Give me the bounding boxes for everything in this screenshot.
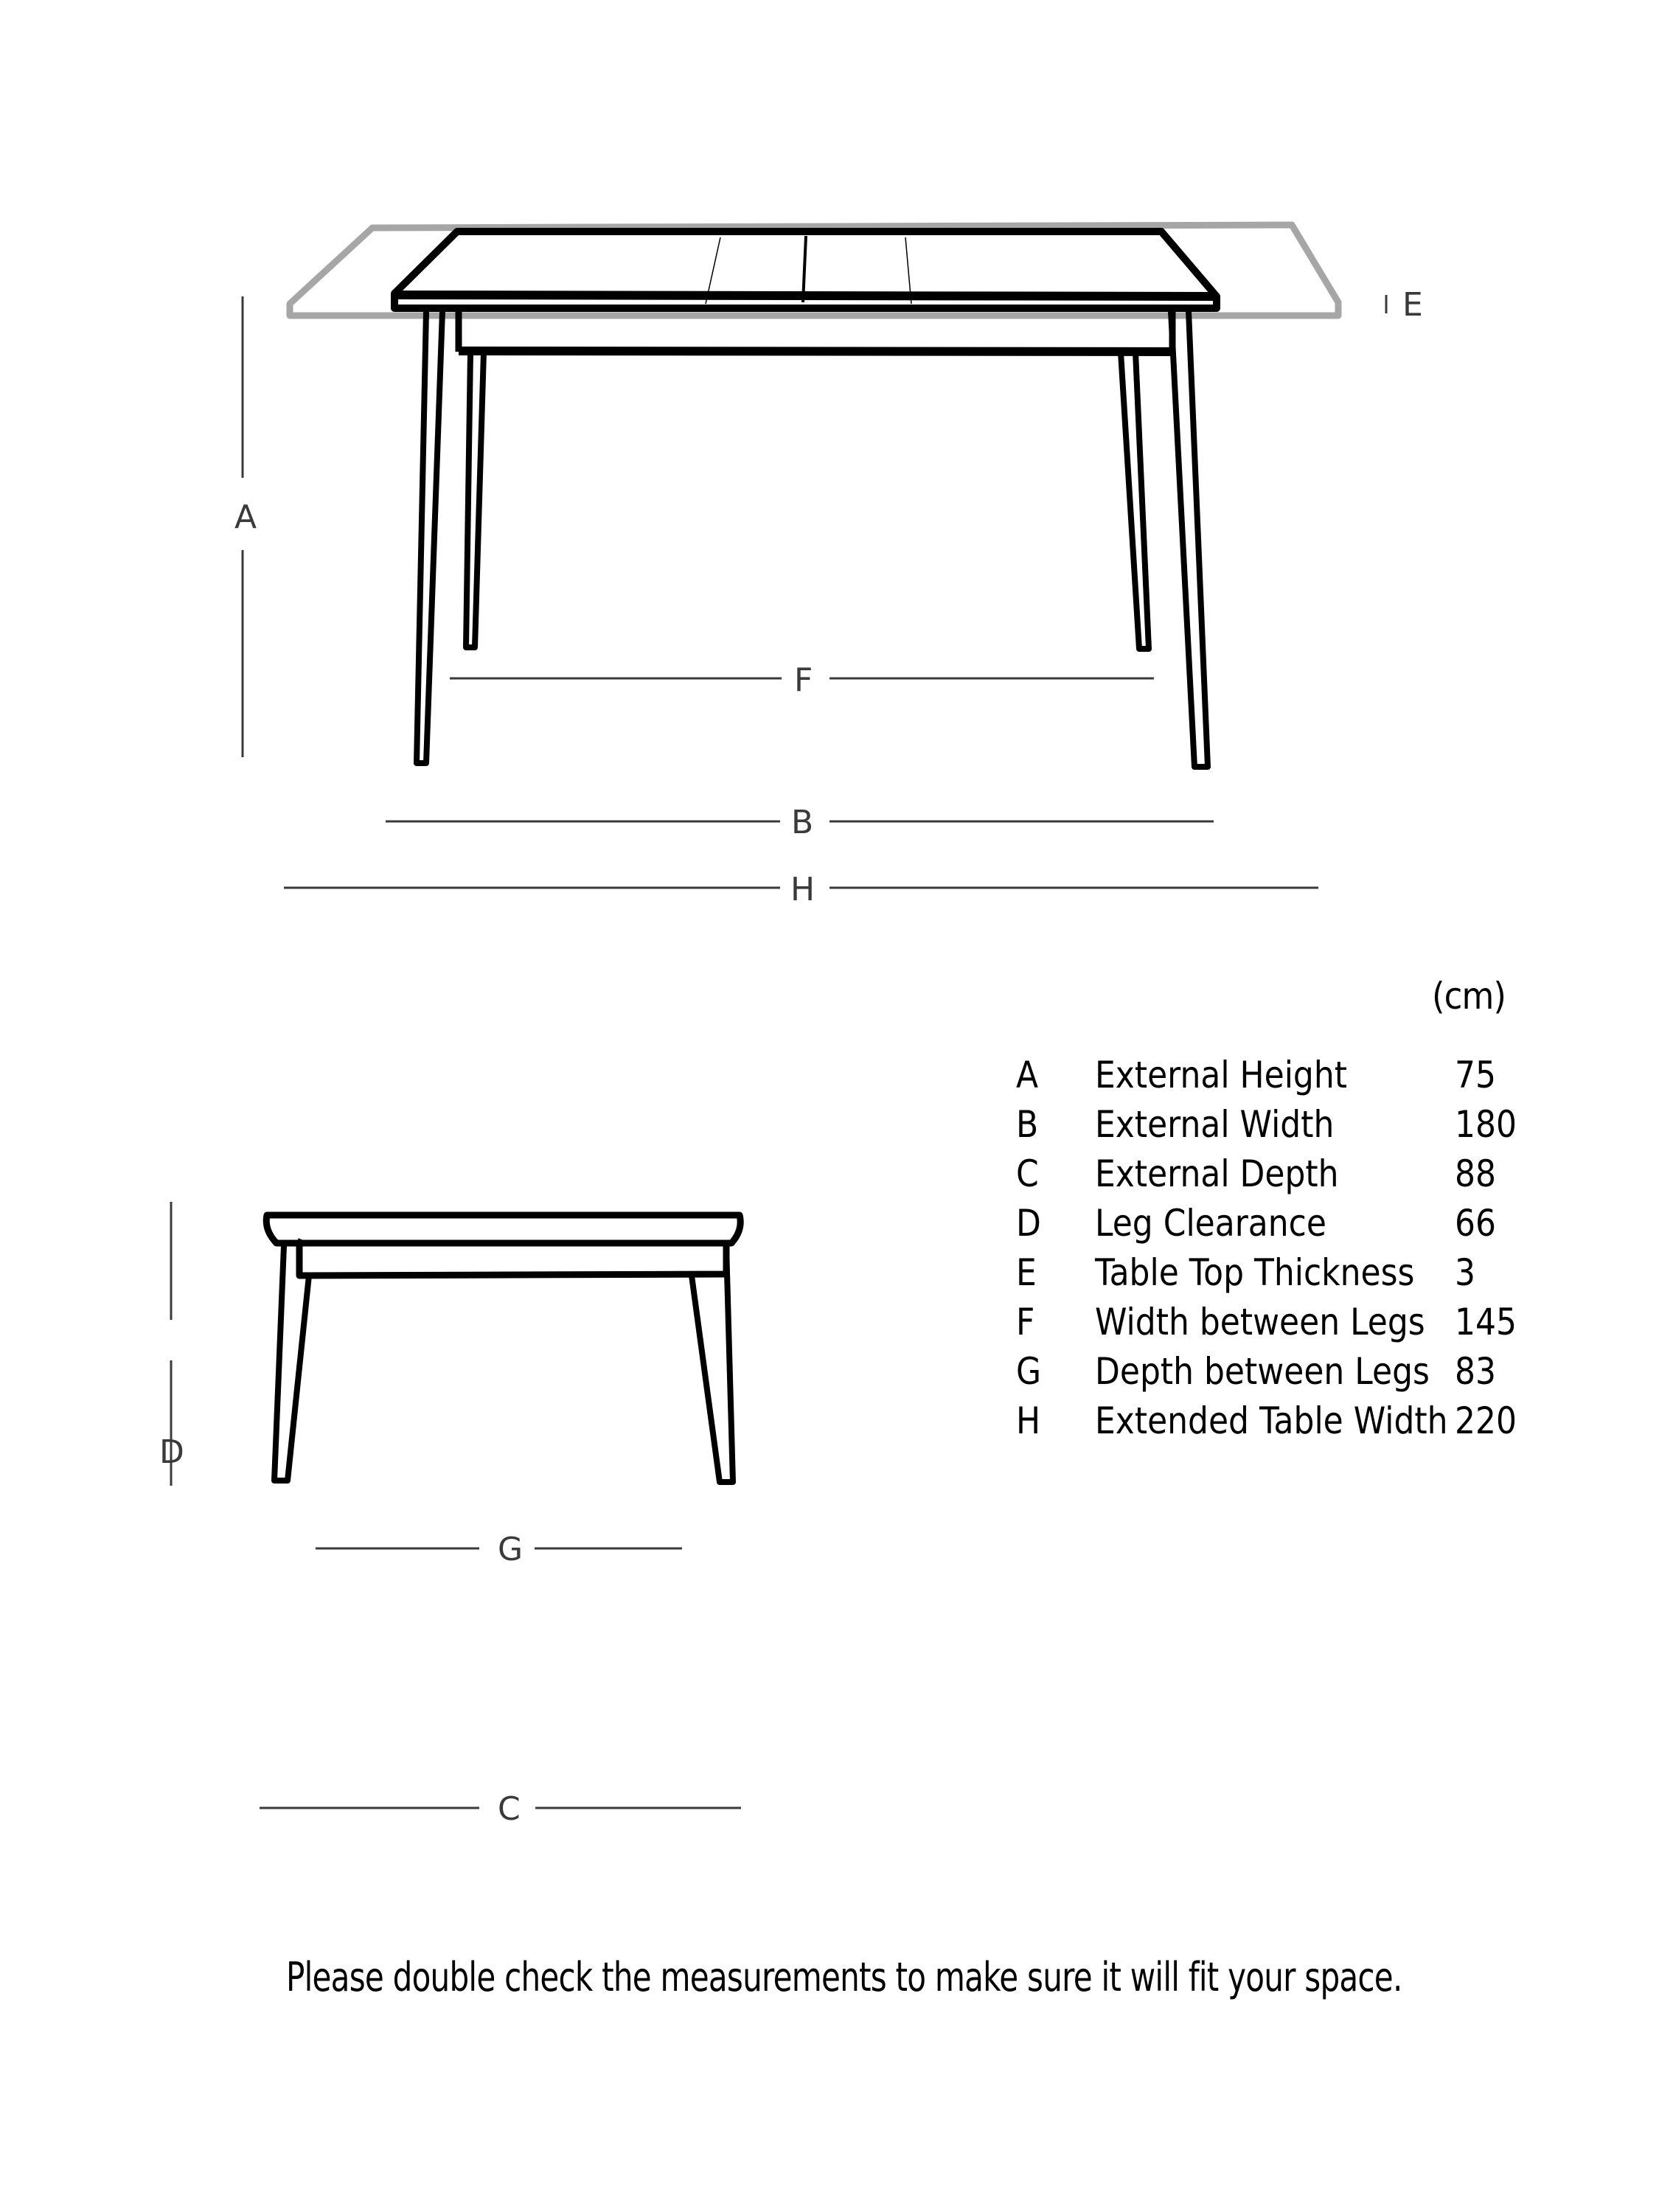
label-g: G bbox=[498, 1531, 524, 1568]
spec-key: E bbox=[1016, 1251, 1037, 1294]
spec-value: 75 bbox=[1455, 1054, 1496, 1096]
side-legs bbox=[274, 1246, 733, 1482]
label-a: A bbox=[234, 498, 257, 536]
spec-name: Depth between Legs bbox=[1095, 1350, 1430, 1393]
spec-value: 83 bbox=[1455, 1350, 1496, 1393]
spec-key: G bbox=[1016, 1350, 1042, 1393]
spec-name: External Height bbox=[1095, 1054, 1347, 1096]
spec-name: Width between Legs bbox=[1095, 1301, 1425, 1343]
spec-name: External Depth bbox=[1095, 1152, 1339, 1195]
spec-value: 220 bbox=[1455, 1399, 1517, 1442]
spec-name: Leg Clearance bbox=[1095, 1202, 1326, 1245]
label-h: H bbox=[790, 871, 815, 908]
label-b: B bbox=[791, 804, 814, 841]
spec-key: F bbox=[1016, 1301, 1035, 1343]
label-c: C bbox=[498, 1790, 521, 1828]
spec-key: C bbox=[1016, 1152, 1039, 1195]
front-view bbox=[234, 225, 1423, 908]
side-view bbox=[159, 1202, 741, 1828]
spec-key: H bbox=[1016, 1399, 1041, 1442]
spec-key: D bbox=[1016, 1202, 1041, 1245]
spec-name: Extended Table Width bbox=[1095, 1399, 1448, 1442]
spec-name: Table Top Thickness bbox=[1095, 1251, 1415, 1294]
spec-value: 3 bbox=[1455, 1251, 1475, 1294]
label-e: E bbox=[1402, 286, 1423, 324]
spec-value: 66 bbox=[1455, 1202, 1496, 1245]
measurement-note: Please double check the measurements to make sure it will fit your space. bbox=[286, 1954, 1402, 2000]
unit-label: (cm) bbox=[1432, 975, 1506, 1018]
spec-value: 145 bbox=[1455, 1301, 1517, 1343]
label-f: F bbox=[794, 661, 813, 699]
table-top bbox=[394, 232, 1217, 308]
spec-name: External Width bbox=[1095, 1103, 1335, 1146]
label-d: D bbox=[159, 1433, 184, 1471]
side-table-top bbox=[266, 1215, 740, 1276]
spec-key: B bbox=[1016, 1103, 1039, 1146]
spec-value: 180 bbox=[1455, 1103, 1517, 1146]
spec-value: 88 bbox=[1455, 1152, 1496, 1195]
spec-key: A bbox=[1016, 1054, 1039, 1096]
